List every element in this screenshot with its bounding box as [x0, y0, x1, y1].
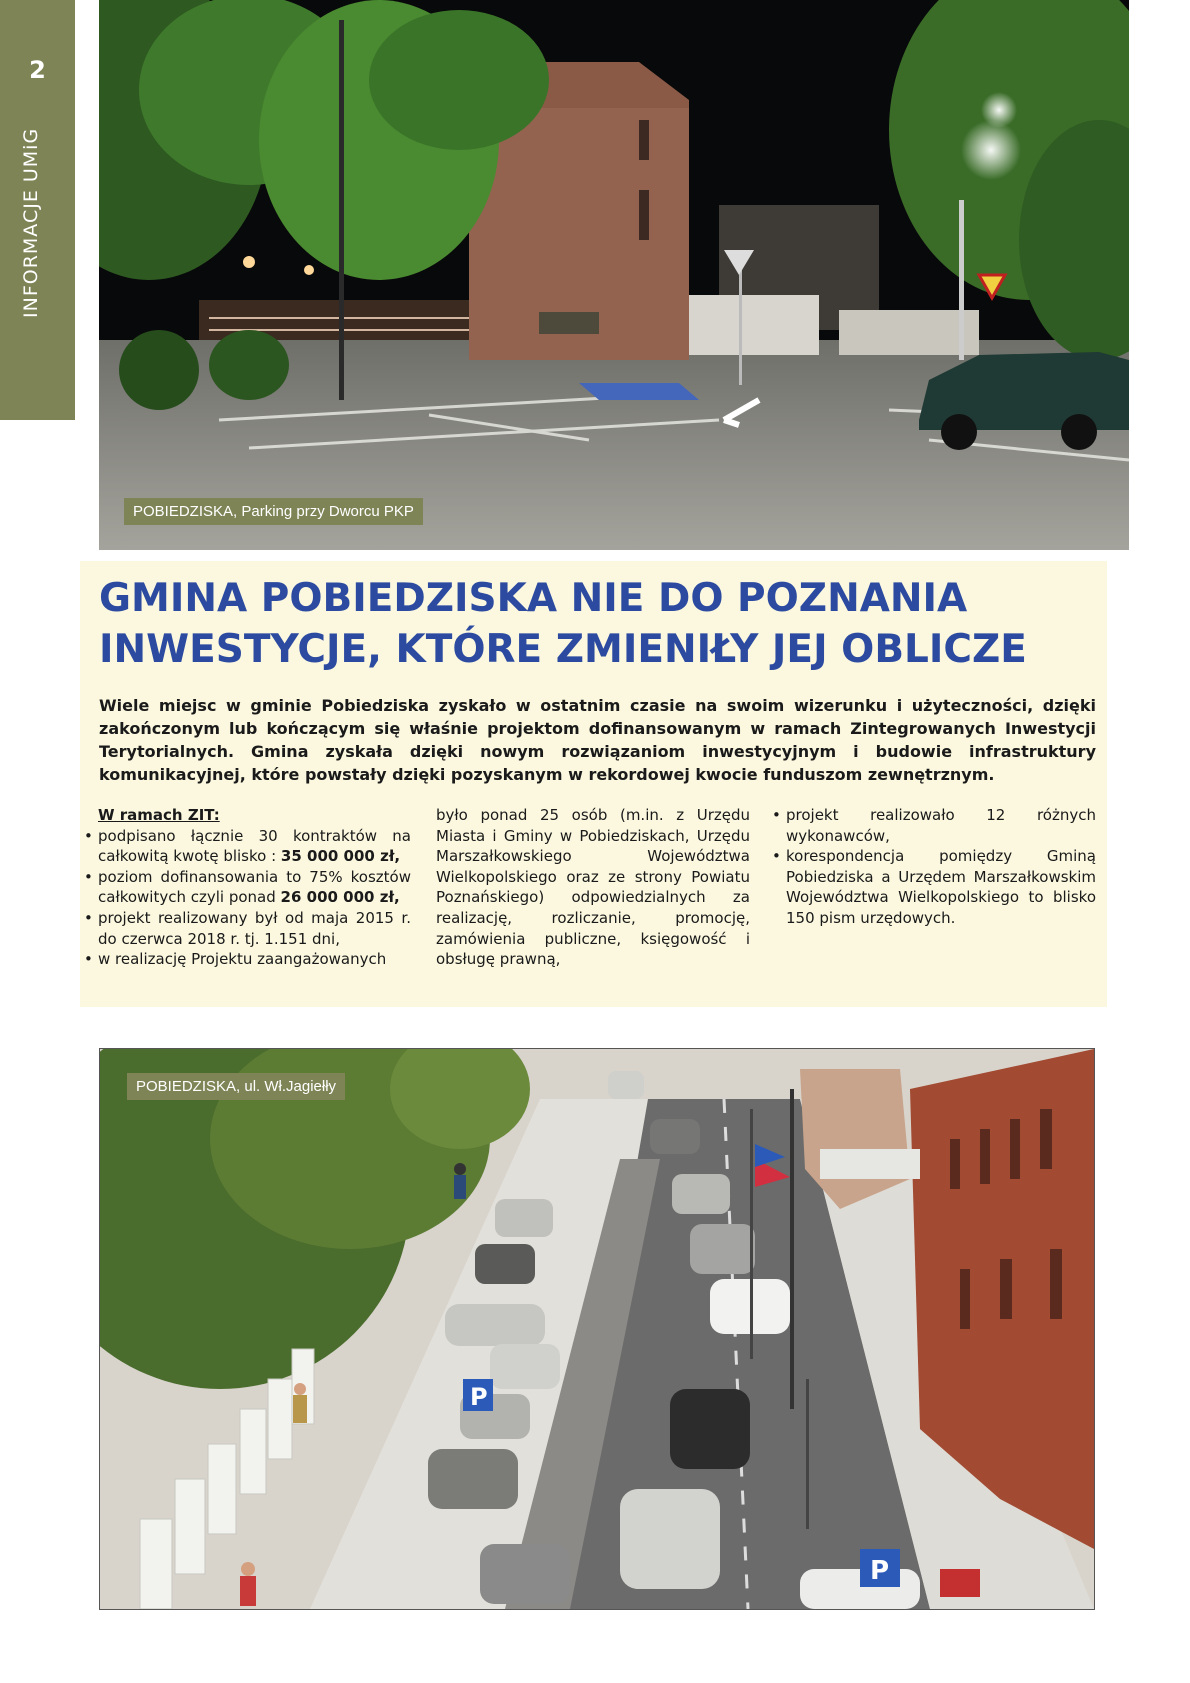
- svg-text:P: P: [470, 1383, 488, 1411]
- headline-line-2: INWESTYCJE, KTÓRE ZMIENIŁY JEJ OBLICZE: [99, 627, 1027, 672]
- list-item: • korespondencja pomiędzy Gminą Pobiedziska a Urzędem Marszałkowskim Województwa Wielkopolskiego to blisko 150 pism urzędowych.: [772, 846, 1096, 928]
- list-item: • poziom dofinansowania to 75% kosztów całkowitych czyli ponad 26 000 000 zł,: [84, 867, 411, 908]
- section-label: INFORMACJE UMiG: [20, 127, 42, 318]
- list-item: • podpisano łącznie 30 kontraktów na całkowitą kwotę blisko : 35 000 000 zł,: [84, 826, 411, 867]
- photo-caption-parking: POBIEDZISKA, Parking przy Dworcu PKP: [124, 498, 423, 525]
- article-headline: [99, 573, 1099, 675]
- amount-cofinancing: 26 000 000 zł,: [280, 888, 400, 907]
- zit-list-continued: [772, 805, 1096, 929]
- headline-line-1: GMINA POBIEDZISKA NIE DO POZNANIA: [99, 576, 968, 621]
- photo-caption-street: POBIEDZISKA, ul. Wł.Jagiełły: [127, 1073, 345, 1100]
- section-tab: [0, 0, 75, 420]
- zit-list: [84, 826, 411, 970]
- article-column-1: [84, 805, 411, 970]
- article-column-2: [436, 805, 750, 970]
- list-item: • projekt realizowało 12 różnych wykonawców,: [772, 805, 1096, 846]
- svg-text:P: P: [870, 1556, 890, 1586]
- amount-total: 35 000 000 zł,: [280, 847, 401, 866]
- photo-jagielly-street: [99, 1048, 1095, 1610]
- zit-heading: W ramach ZIT:: [98, 806, 220, 824]
- list-item: • projekt realizowany był od maja 2015 r. do czerwca 2018 r. tj. 1.151 dni,: [84, 908, 411, 949]
- article-column-3: [772, 805, 1096, 929]
- article-lead: Wiele miejsc w gminie Pobiedziska zyskało w ostatnim czasie na swoim wizerunku i użyteczności, dzięki zakończonym lub kończącym się właśnie projektom dofinansowanym w ramach Zintegrowanych Inwestycji Terytorialnych. Gmina zyskała dzięki nowym rozwiązaniom inwestycyjnym i budowie infrastruktury komunikacyjnej, które powstały dzięki pozyskanym w rekordowej kwocie funduszom zewnętrznym.: [99, 696, 1096, 784]
- page-number: 2: [29, 56, 46, 84]
- list-item-continuation: było ponad 25 osób (m.in. z Urzędu Miasta i Gminy w Pobiedziskach, Urzędu Marszałkowskiego Województwa Wielkopolskiego oraz ze strony Powiatu Poznańskiego) odpowiedzialnych za realizację, rozliczanie, promocję, zamówienia publiczne, księgowość i obsługę prawną,: [436, 806, 750, 969]
- list-item: • w realizację Projektu zaangażowanych: [84, 949, 411, 970]
- photo-parking-station: [99, 0, 1129, 550]
